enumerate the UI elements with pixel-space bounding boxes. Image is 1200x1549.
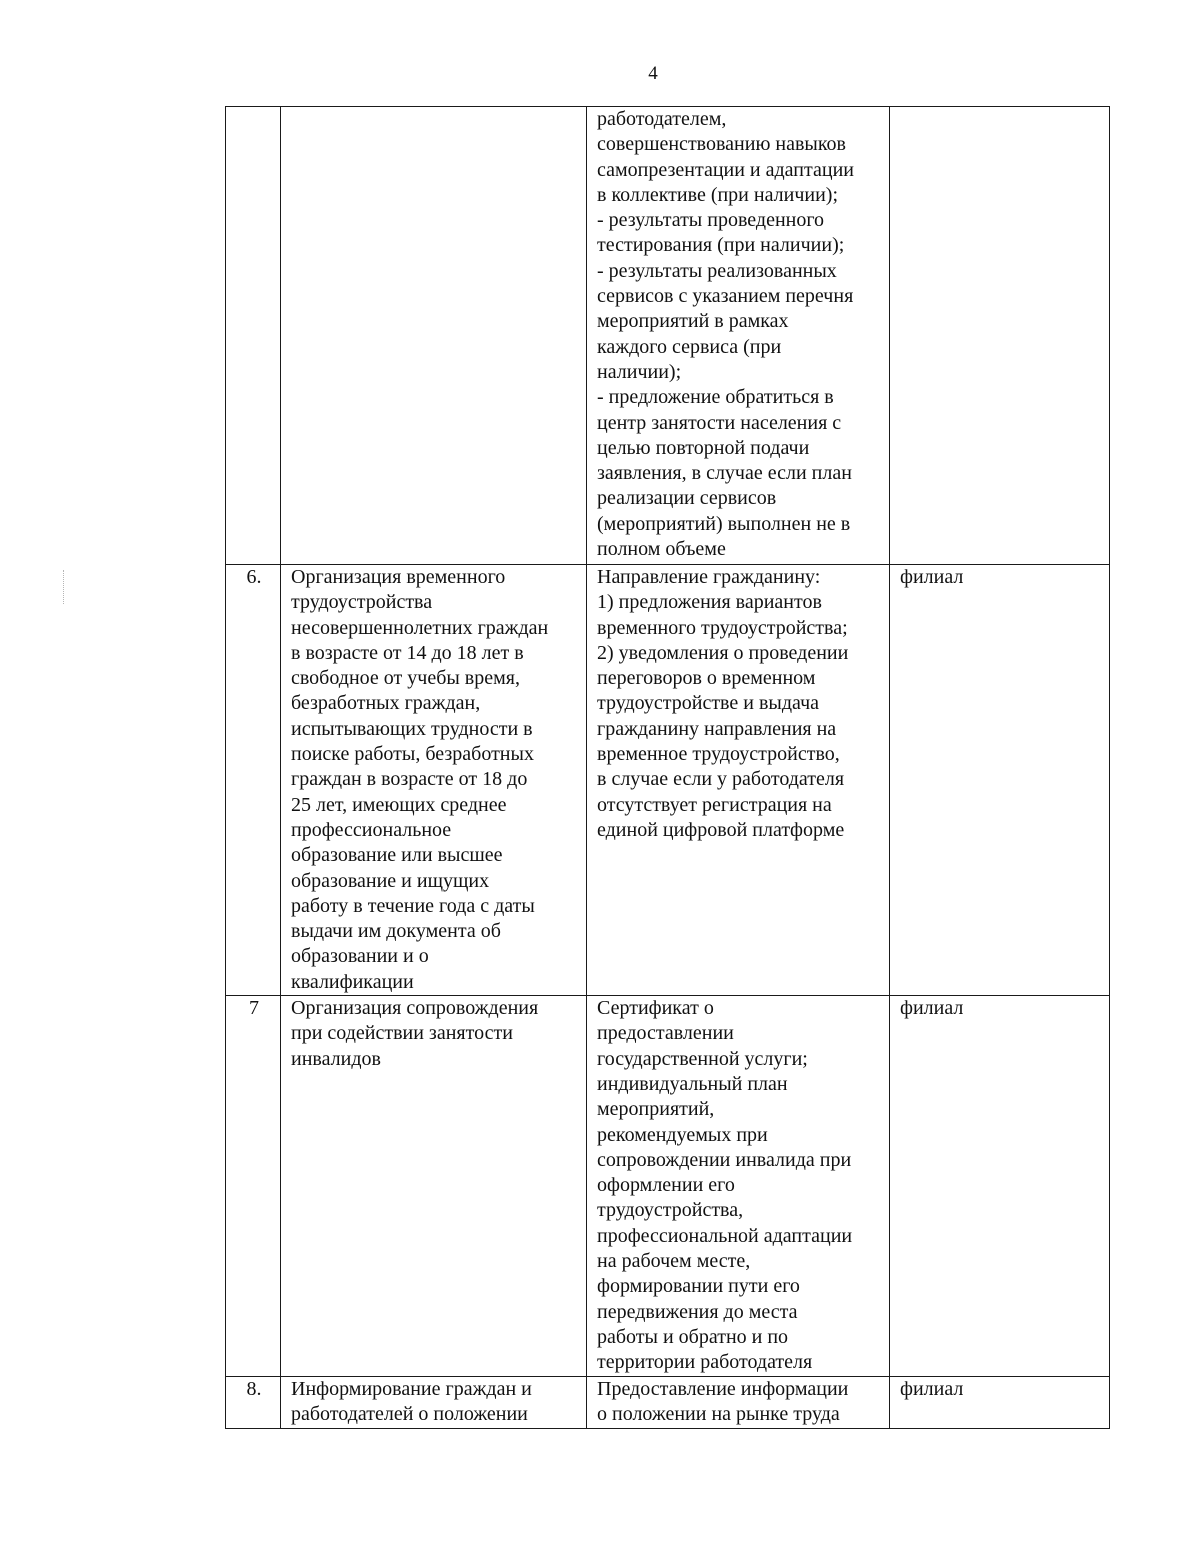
- table-row: [226, 996, 1110, 1376]
- executor-cell: [890, 107, 1110, 565]
- service-result-cell: Направление гражданину: 1) предложения вариантов временного трудоустройства; 2) уведомления о проведении переговоров о временном трудоустройстве и выдача гражданину направления на временное трудоустройство, в случае если у работодателя отсутствует регистрация на единой цифровой платформе: [587, 565, 890, 996]
- executor-cell: филиал: [890, 1376, 1110, 1428]
- executor-cell: филиал: [890, 996, 1110, 1376]
- scan-artifact: [63, 570, 65, 604]
- service-name-cell: Организация сопровождения при содействии занятости инвалидов: [281, 996, 587, 1376]
- table-row: [226, 565, 1110, 996]
- row-number-cell: 8.: [226, 1376, 281, 1428]
- page-number: 4: [648, 63, 658, 84]
- executor-cell: филиал: [890, 565, 1110, 996]
- row-number-cell: [226, 107, 281, 565]
- services-table: [225, 106, 1110, 1429]
- table-row: [226, 1376, 1110, 1428]
- table-row: [226, 107, 1110, 565]
- service-name-cell: Организация временного трудоустройства несовершеннолетних граждан в возрасте от 14 до 18 лет в свободное от учебы время, безработных граждан, испытывающих трудности в поиске работы, безработных граждан в возрасте от 18 до 25 лет, имеющих среднее профессиональное образование или высшее образование и ищущих работу в течение года с даты выдачи им документа об образовании и о квалификации: [281, 565, 587, 996]
- service-result-cell: Сертификат о предоставлении государственной услуги; индивидуальный план мероприятий, рекомендуемых при сопровождении инвалида при оформлении его трудоустройства, профессиональной адаптации на рабочем месте, формировании пути его передвижения до места работы и обратно и по территории работодателя: [587, 996, 890, 1376]
- service-name-cell: [281, 107, 587, 565]
- service-name-cell: Информирование граждан и работодателей о положении: [281, 1376, 587, 1428]
- row-number-cell: 7: [226, 996, 281, 1376]
- service-result-cell: Предоставление информации о положении на рынке труда: [587, 1376, 890, 1428]
- service-result-cell: работодателем, совершенствованию навыков самопрезентации и адаптации в коллективе (при наличии); - результаты проведенного тестирования (при наличии); - результаты реализованных сервисов с указанием перечня мероприятий в рамках каждого сервиса (при наличии); - предложение обратиться в центр занятости населения с целью повторной подачи заявления, в случае если план реализации сервисов (мероприятий) выполнен не в полном объеме: [587, 107, 890, 565]
- row-number-cell: 6.: [226, 565, 281, 996]
